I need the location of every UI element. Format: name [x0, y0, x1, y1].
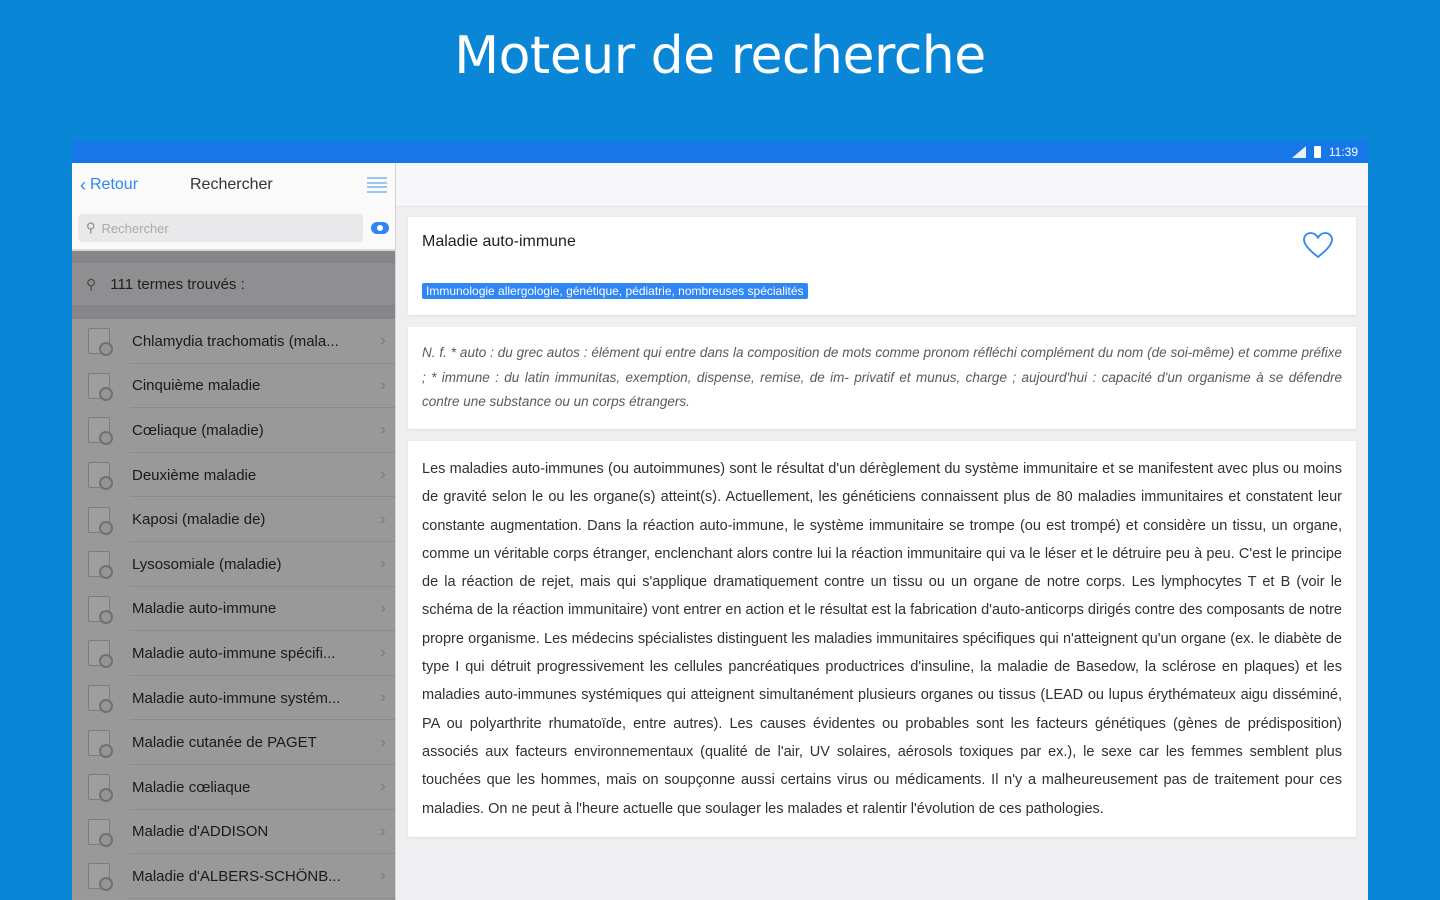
result-label: Maladie auto-immune	[132, 600, 277, 618]
result-label: Maladie auto-immune systém...	[132, 689, 341, 707]
document-search-icon	[88, 730, 110, 756]
eye-icon[interactable]	[371, 222, 389, 234]
etymology-card	[408, 327, 1356, 429]
result-label: Lysosomiale (maladie)	[132, 555, 282, 573]
result-item[interactable]	[72, 676, 395, 721]
result-label: Cœliaque (maladie)	[132, 421, 264, 439]
result-item[interactable]	[72, 319, 395, 364]
chevron-right-icon: ›	[380, 376, 386, 394]
search-box	[78, 214, 363, 242]
document-search-icon	[88, 417, 110, 443]
chevron-right-icon: ›	[380, 778, 386, 796]
chevron-right-icon: ›	[380, 733, 386, 751]
document-search-icon	[88, 863, 110, 889]
document-search-icon	[88, 774, 110, 800]
chevron-right-icon: ›	[380, 421, 386, 439]
detail-pane	[396, 163, 1368, 900]
result-label: Maladie auto-immune spécifi...	[132, 644, 336, 662]
chevron-right-icon: ›	[380, 466, 386, 484]
back-label: Retour	[90, 176, 139, 193]
definition-card	[408, 441, 1356, 837]
search-row	[72, 207, 395, 249]
chevron-right-icon: ›	[380, 644, 386, 662]
sidebar-header	[72, 163, 395, 207]
document-search-icon	[88, 551, 110, 577]
result-label: Maladie cutanée de PAGET	[132, 734, 317, 752]
search-icon: ⚲	[86, 275, 97, 292]
search-input[interactable]	[102, 221, 355, 236]
document-search-icon	[88, 640, 110, 666]
specialty-tags: Immunologie allergologie, génétique, pédiatrie, nombreuses spécialités	[422, 283, 808, 299]
chevron-right-icon: ›	[380, 822, 386, 840]
definition-text: Les maladies auto-immunes (ou autoimmunes) sont le résultat d'un dérèglement du système immunitaire et se manifestent avec plus ou moins de gravité selon le ou les organe(s) atteint(s). Actuellement, les généticiens connaissent plus de 80 maladies immunitaires et constatent leur constante augmentation. Dans la réaction auto-immune, le système immunitaire se trompe (ou est trompé) et considère un tissu, un organe, comme un véritable corps étranger, enclenchant alors contre lui la réaction immunitaire qui va le léser et le détruire peu à peu. C'est le principe de la réaction de rejet, mais qui s'applique dramatiquement contre un tissu ou un organe de notre corps. Les lymphocytes T et B (voir le schéma de la réaction immunitaire) vont entrer en action et le résultat est la fabrication d'auto-anticorps dirigés contre des composants de notre propre organisme. Les médecins spécialistes distinguent les maladies immunitaires spécifiques qui n'atteignent qu'un organe (ex. le diabète de type I qui détruit progressivement les cellules pancréatiques productrices d'insuline, la maladie de Basedow, la sclérose en plaques) et les maladies auto-immunes systémiques qui atteignent simultanément plusieurs organes ou tissus (LEAD ou lupus érythémateux aigu disséminé, PA ou polyarthrite rhumatoïde, entre autres). Les causes évidentes ou probables sont les facteurs génétiques (gènes de prédisposition) associés aux facteurs environnementaux (qualité de l'air, UV solaires, aérosols toxiques par ex.), le sexe car les femmes semblent plus touchées que les hommes, mais on soupçonne aussi certains virus ou médicaments. Il n'y a malheureusement pas de traitement pour ces maladies. On ne peut à l'heure actuelle que soulager les malades et ralentir l'évolution de ces pathologies.	[422, 461, 1342, 817]
chevron-right-icon: ›	[380, 555, 386, 573]
document-search-icon	[88, 685, 110, 711]
result-label: Deuxième maladie	[132, 466, 257, 484]
promo-title: Moteur de recherche	[454, 26, 986, 86]
result-item[interactable]	[72, 631, 395, 676]
document-search-icon	[88, 507, 110, 533]
result-label: Kaposi (maladie de)	[132, 511, 266, 529]
list-icon[interactable]	[367, 177, 387, 193]
results-list	[72, 319, 395, 899]
tablet-screen	[72, 141, 1368, 900]
document-search-icon	[88, 462, 110, 488]
result-item[interactable]	[72, 408, 395, 453]
result-item[interactable]	[72, 720, 395, 765]
result-label: Maladie cœliaque	[132, 778, 251, 796]
result-item[interactable]	[72, 542, 395, 587]
result-label: Maladie d'ALBERS-SCHÖNB...	[132, 867, 341, 885]
chevron-right-icon: ›	[380, 867, 386, 885]
document-search-icon	[88, 819, 110, 845]
chevron-right-icon: ›	[380, 332, 386, 350]
signal-icon	[1292, 146, 1306, 158]
result-item[interactable]	[72, 854, 395, 899]
result-label: Cinquième maladie	[132, 377, 261, 395]
chevron-right-icon: ›	[380, 689, 386, 707]
heart-icon[interactable]	[1302, 231, 1334, 259]
search-icon: ⚲	[86, 220, 96, 235]
status-time: 11:39	[1328, 145, 1358, 159]
document-search-icon	[88, 373, 110, 399]
results-count-header	[72, 249, 395, 319]
chevron-left-icon: ‹	[80, 174, 86, 195]
chevron-right-icon: ›	[380, 599, 386, 617]
result-item[interactable]	[72, 765, 395, 810]
term-title: Maladie auto-immune	[422, 233, 576, 250]
result-item[interactable]	[72, 810, 395, 855]
status-bar	[72, 141, 1368, 163]
result-item[interactable]	[72, 453, 395, 498]
sidebar-title: Rechercher	[190, 176, 273, 193]
chevron-right-icon: ›	[380, 510, 386, 528]
etymology-text: N. f. * auto : du grec autos : élément qui entre dans la composition de mots comme pronom réfléchi complément du nom (de soi-même) et comme préfixe ; * immune : du latin immunitas, exemption, dispense, remise, de im- privatif et munus, charge ; aujourd'hui : capacité d'un organisme à se défendre contre une substance ou un corps étrangers.	[422, 345, 1342, 409]
results-count: 111 termes trouvés :	[110, 275, 245, 293]
back-button[interactable]	[80, 175, 138, 196]
battery-icon	[1314, 146, 1321, 158]
result-item[interactable]	[72, 587, 395, 632]
result-item[interactable]	[72, 364, 395, 409]
result-item[interactable]	[72, 497, 395, 542]
result-label: Chlamydia trachomatis (mala...	[132, 332, 339, 350]
search-sidebar	[72, 163, 396, 900]
detail-toolbar	[396, 163, 1368, 207]
document-search-icon	[88, 328, 110, 354]
result-label: Maladie d'ADDISON	[132, 823, 269, 841]
document-search-icon	[88, 596, 110, 622]
term-header-card	[408, 217, 1356, 315]
